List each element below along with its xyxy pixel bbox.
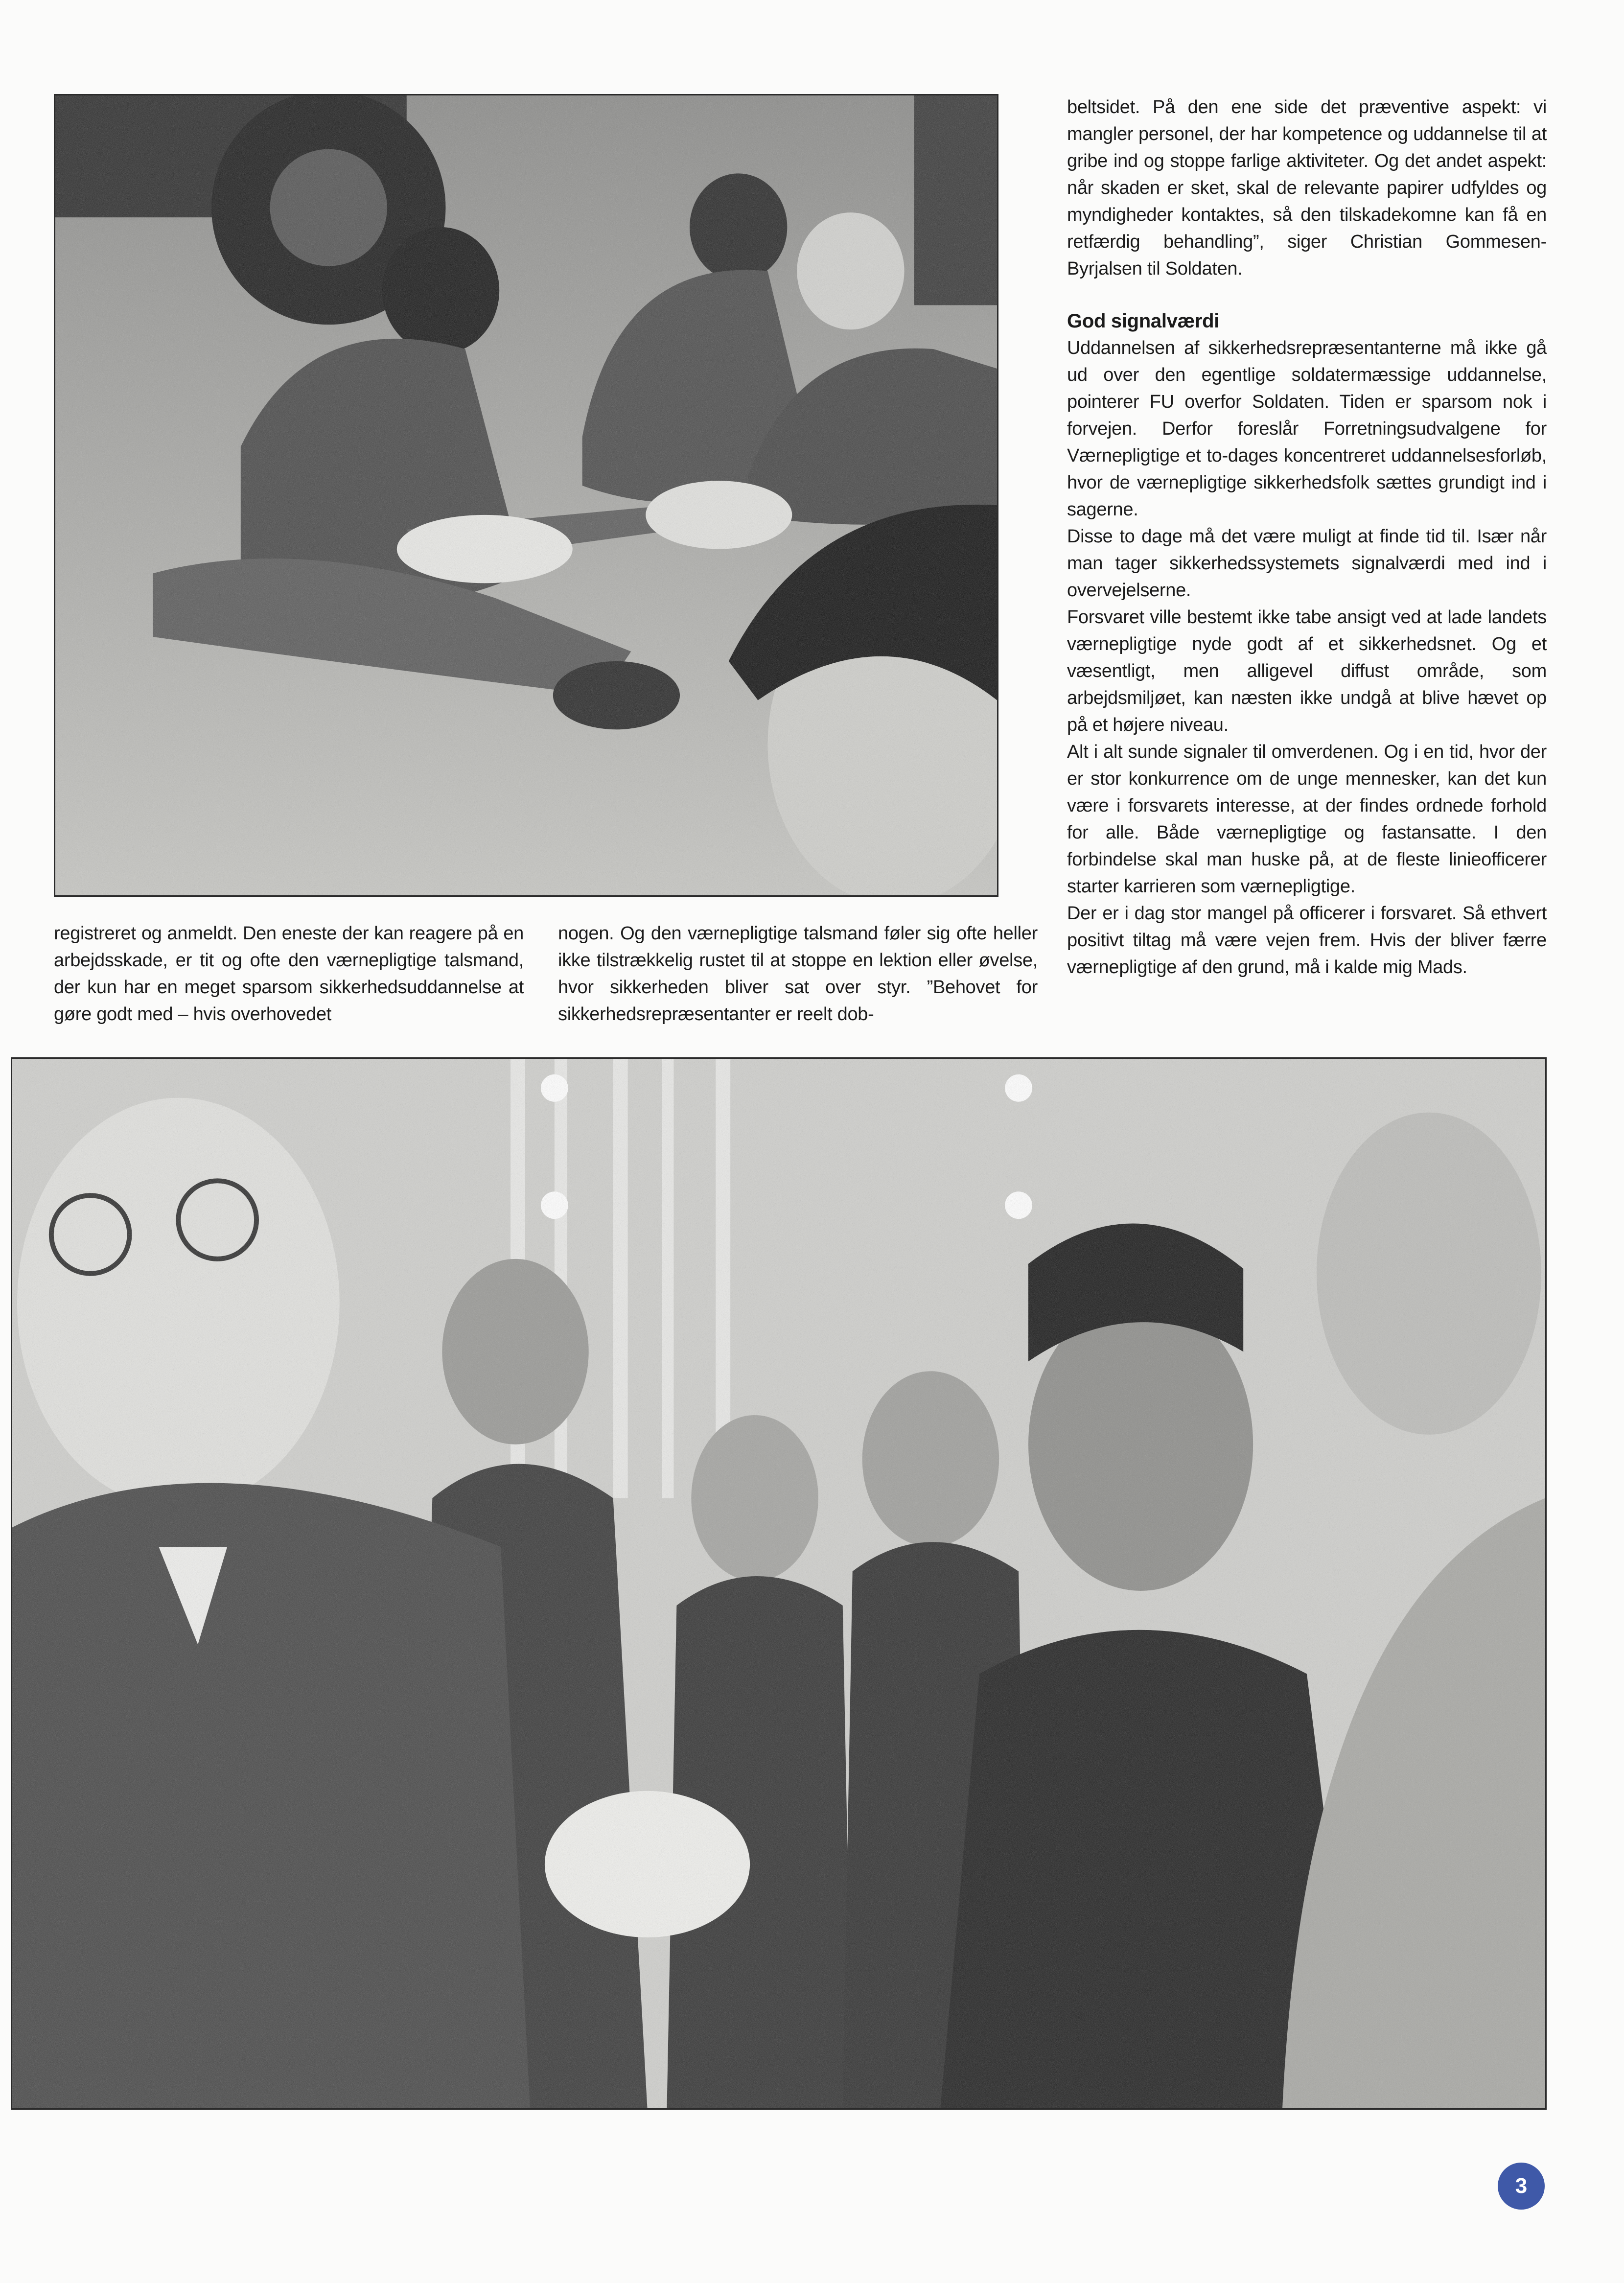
paragraph: Alt i alt sunde signaler til omverdenen. Og i en tid, hvor der er stor konkurrence om de unge mennesker, kan det kun være i forsvarets interesse, at der findes ordnede forhold for alle. Både værnepligtige og fastansatte. I den forbindelse skal man huske på, at de fleste linieofficerer starter karrieren som værnepligtige. [1067,742,1547,897]
soldiers-working-on-weapon-photo [54,94,998,897]
paragraph: Uddannelsen af sikkerhedsrepræsentanterne må ikke gå ud over den egentlige soldatermæssige uddannelse, pointerer FU overfor Soldaten. Tiden er sparsom nok i forvejen. Derfor foreslår Forretningsudvalgene for Værnepligtige et to-dages koncentreret uddannelsesforløb, hvor de værnepligtige sikkerhedsfolk sættes grundigt ind i sagerne. [1067,338,1547,520]
paragraph: nogen. Og den værnepligtige talsmand føler sig ofte heller ikke tilstrækkelig rustet til at stoppe en lektion eller øvelse, hvor sikkerheden bliver sat over styr. ”Behovet for sikkerhedsrepræsentanter er reelt dob- [558,923,1038,1025]
paragraph: beltsidet. På den ene side det præventive aspekt: vi mangler personel, der har kompetence og uddannelse til at gribe ind og stoppe farlige aktiviteter. Og det andet aspekt: når skaden er sket, skal de relevante papirer udfyldes og myndigheder kontaktes, så den tilskadekomne kan få en retfærdig behandling”, siger Christian Gommesen-Byrjalsen til Soldaten. [1067,97,1547,279]
article-column-middle [558,920,1038,1028]
paragraph: Der er i dag stor mangel på officerer i forsvaret. Så ethvert positivt tiltag må være vejen frem. Hvis der bliver færre værnepligtige af den grund, må i kalde mig Mads. [1067,903,1547,978]
article-column-right [1067,94,1547,981]
section-heading: God signalværdi [1067,310,1220,332]
page-number: 3 [1515,2174,1528,2198]
paragraph: Disse to dage må det være muligt at finde tid til. Især når man tager sikkerhedssystemets signalværdi med ind i overvejelserne. [1067,526,1547,601]
paragraph: Forsvaret ville bestemt ikke tabe ansigt ved at lade landets værnepligtige nyde godt af et sikkerhedsnet. Og et væsentligt, men alligevel diffust område, som arbejdsmiljøet, kan næsten ikke undgå at blive hævet op på et højere niveau. [1067,607,1547,735]
article-column-left [54,920,524,1028]
officers-seated-at-meeting-photo [11,1057,1547,2110]
paragraph: registreret og anmeldt. Den eneste der kan reagere på en arbejdsskade, er tit og ofte den værnepligtige talsmand, der kun har en meget sparsom sikkerhedsuddannelse at gøre godt med – hvis overhovedet [54,923,524,1025]
page-number-badge [1498,2163,1545,2210]
